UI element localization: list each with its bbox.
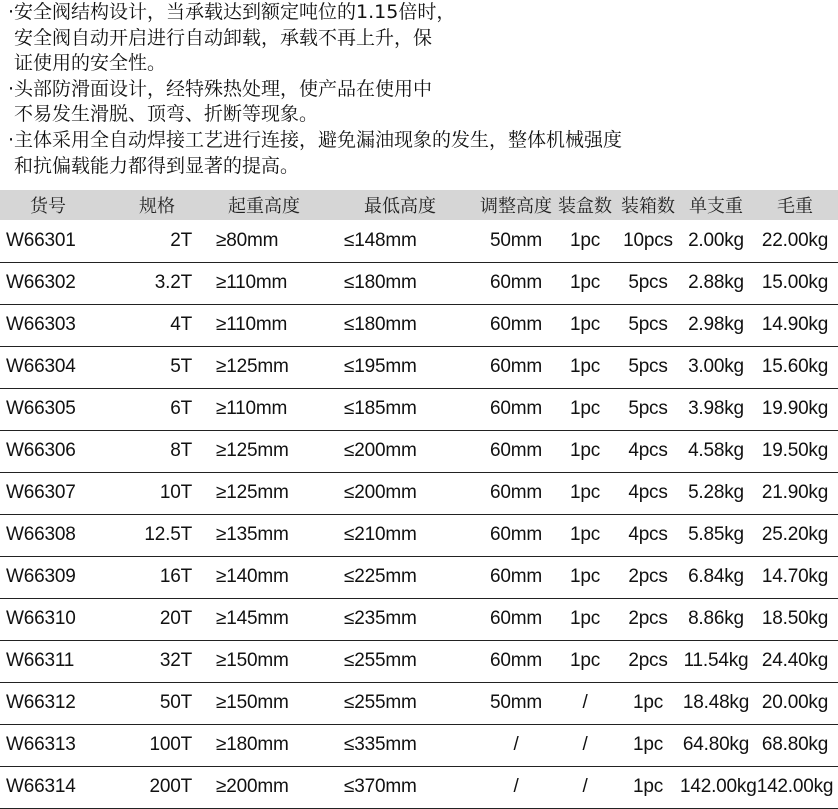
cell-lift-height: ≥125mm — [216, 356, 289, 377]
cell-min-height: ≤185mm — [344, 398, 417, 419]
cell-spec: 100T — [149, 734, 192, 755]
cell-adjust-height: 60mm — [490, 314, 542, 335]
cell-carton-qty: 4pcs — [628, 482, 668, 503]
feature-line: 安全阀自动开启进行自动卸载，承载不再上升，保 — [8, 26, 433, 49]
cell-lift-height: ≥180mm — [216, 734, 289, 755]
cell-carton-qty: 10pcs — [623, 229, 673, 251]
cell-unit-weight: 18.48kg — [682, 692, 750, 713]
cell-box-qty: 1pc — [569, 272, 601, 293]
cell-item-no: W66307 — [6, 482, 76, 503]
feature-line: ·主体采用全自动焊接工艺进行连接，避免漏油现象的发生，整体机械强度 — [8, 128, 623, 151]
cell-adjust-height: 60mm — [490, 398, 542, 419]
cell-item-no: W66304 — [6, 356, 76, 377]
cell-carton-qty: 5pcs — [628, 272, 668, 293]
cell-carton-qty: 2pcs — [628, 608, 668, 629]
cell-lift-height: ≥125mm — [216, 440, 289, 461]
table-row — [0, 304, 838, 346]
table-row — [0, 514, 838, 556]
cell-min-height: ≤255mm — [344, 692, 417, 713]
cell-spec: 200T — [149, 776, 192, 797]
table-row — [0, 682, 838, 724]
cell-min-height: ≤255mm — [344, 650, 417, 671]
cell-lift-height: ≥150mm — [216, 650, 289, 671]
header-adjust-height: 调整高度 — [480, 196, 552, 217]
cell-box-qty: 1pc — [569, 482, 601, 503]
cell-item-no: W66313 — [6, 734, 76, 755]
cell-gross-weight: 142.00kg — [756, 776, 834, 797]
cell-carton-qty: 4pcs — [628, 524, 668, 545]
cell-unit-weight: 3.00kg — [688, 356, 744, 377]
cell-item-no: W66309 — [6, 566, 76, 587]
cell-lift-height: ≥200mm — [216, 776, 289, 797]
cell-min-height: ≤225mm — [344, 566, 417, 587]
cell-unit-weight: 2.00kg — [688, 229, 744, 251]
cell-box-qty: / — [582, 734, 588, 755]
header-min-height: 最低高度 — [364, 196, 436, 217]
cell-min-height: ≤180mm — [344, 314, 417, 335]
cell-carton-qty: 5pcs — [628, 314, 668, 335]
spec-table — [0, 190, 838, 809]
cell-gross-weight: 24.40kg — [761, 650, 829, 671]
cell-unit-weight: 11.54kg — [683, 650, 749, 671]
cell-box-qty: 1pc — [569, 440, 601, 461]
cell-box-qty: 1pc — [569, 314, 601, 335]
cell-unit-weight: 3.98kg — [688, 398, 744, 419]
cell-spec: 6T — [170, 398, 192, 419]
cell-gross-weight: 20.00kg — [761, 692, 829, 713]
cell-unit-weight: 5.85kg — [688, 524, 744, 545]
header-carton-qty: 装箱数 — [621, 196, 675, 217]
cell-carton-qty: 4pcs — [628, 440, 668, 461]
cell-carton-qty: 1pc — [632, 776, 664, 797]
cell-carton-qty: 1pc — [632, 734, 664, 755]
cell-adjust-height: / — [513, 734, 519, 755]
cell-unit-weight: 5.28kg — [688, 482, 744, 503]
header-gross-weight: 毛重 — [777, 196, 813, 217]
table-row — [0, 430, 838, 472]
cell-lift-height: ≥110mm — [216, 272, 288, 293]
cell-spec: 20T — [159, 608, 192, 629]
spec-table-container — [0, 190, 834, 809]
cell-min-height: ≤335mm — [344, 734, 417, 755]
cell-adjust-height: 60mm — [490, 482, 542, 503]
cell-item-no: W66302 — [6, 272, 76, 293]
cell-adjust-height: 50mm — [490, 229, 542, 251]
cell-adjust-height: 60mm — [490, 524, 542, 545]
cell-adjust-height: 60mm — [490, 356, 542, 377]
cell-adjust-height: 60mm — [490, 440, 542, 461]
feature-list — [8, 0, 776, 179]
table-row — [0, 262, 838, 304]
cell-min-height: ≤195mm — [344, 356, 417, 377]
cell-box-qty: 1pc — [569, 566, 601, 587]
cell-min-height: ≤148mm — [344, 229, 417, 251]
cell-lift-height: ≥150mm — [216, 692, 289, 713]
table-row — [0, 598, 838, 640]
table-row — [0, 388, 838, 430]
cell-min-height: ≤200mm — [344, 440, 417, 461]
cell-unit-weight: 6.84kg — [688, 566, 744, 587]
table-row — [0, 220, 838, 262]
cell-lift-height: ≥140mm — [216, 566, 289, 587]
cell-item-no: W66305 — [6, 398, 76, 419]
cell-item-no: W66306 — [6, 440, 76, 461]
cell-spec: 5T — [170, 356, 192, 377]
cell-gross-weight: 14.70kg — [761, 566, 829, 587]
cell-box-qty: 1pc — [569, 650, 601, 671]
cell-lift-height: ≥135mm — [216, 524, 289, 545]
cell-item-no: W66314 — [6, 776, 76, 797]
cell-carton-qty: 5pcs — [628, 356, 668, 377]
cell-unit-weight: 64.80kg — [682, 734, 750, 755]
cell-unit-weight: 2.98kg — [688, 314, 744, 335]
cell-lift-height: ≥80mm — [216, 229, 279, 251]
cell-gross-weight: 68.80kg — [761, 734, 829, 755]
cell-carton-qty: 2pcs — [628, 566, 668, 587]
table-row — [0, 472, 838, 514]
cell-spec: 50T — [159, 692, 192, 713]
cell-box-qty: 1pc — [569, 356, 601, 377]
cell-box-qty: / — [582, 692, 588, 713]
cell-adjust-height: 50mm — [490, 692, 542, 713]
cell-gross-weight: 15.60kg — [761, 356, 829, 377]
cell-spec: 16T — [159, 566, 192, 587]
cell-spec: 2T — [170, 229, 192, 251]
cell-carton-qty: 1pc — [632, 692, 664, 713]
cell-box-qty: 1pc — [569, 398, 601, 419]
feature-line: 和抗偏载能力都得到显著的提高。 — [8, 154, 300, 177]
header-row — [0, 190, 838, 220]
cell-spec: 12.5T — [144, 524, 192, 545]
cell-adjust-height: 60mm — [490, 566, 542, 587]
cell-spec: 32T — [159, 650, 192, 671]
cell-carton-qty: 2pcs — [628, 650, 668, 671]
header-item-no: 货号 — [30, 196, 66, 217]
cell-lift-height: ≥125mm — [216, 482, 289, 503]
table-row — [0, 640, 838, 682]
feature-line: ·头部防滑面设计，经特殊热处理，使产品在使用中 — [8, 77, 433, 100]
cell-gross-weight: 18.50kg — [761, 608, 829, 629]
cell-item-no: W66308 — [6, 524, 76, 545]
spec-table-body — [0, 220, 838, 808]
cell-unit-weight: 4.58kg — [688, 440, 744, 461]
cell-adjust-height: 60mm — [490, 272, 542, 293]
feature-line: ·安全阀结构设计，当承载达到额定吨位的1.15倍时， — [8, 1, 456, 23]
cell-lift-height: ≥110mm — [216, 314, 288, 335]
cell-box-qty: 1pc — [569, 229, 601, 251]
cell-lift-height: ≥145mm — [216, 608, 289, 629]
cell-gross-weight: 19.50kg — [761, 440, 829, 461]
cell-min-height: ≤200mm — [344, 482, 417, 503]
header-unit-weight: 单支重 — [689, 196, 743, 217]
cell-gross-weight: 14.90kg — [761, 314, 829, 335]
feature-line: 不易发生滑脱、顶弯、折断等现象。 — [8, 103, 319, 126]
cell-min-height: ≤210mm — [344, 524, 417, 545]
cell-spec: 8T — [170, 440, 192, 461]
table-row — [0, 724, 838, 766]
cell-spec: 10T — [159, 482, 192, 503]
header-spec: 规格 — [139, 196, 175, 217]
table-row — [0, 346, 838, 388]
cell-box-qty: 1pc — [569, 608, 601, 629]
table-row — [0, 766, 838, 808]
cell-unit-weight: 2.88kg — [688, 272, 744, 293]
cell-min-height: ≤180mm — [344, 272, 417, 293]
cell-box-qty: 1pc — [569, 524, 601, 545]
cell-item-no: W66311 — [6, 650, 75, 671]
cell-item-no: W66303 — [6, 314, 76, 335]
header-lift-height: 起重高度 — [228, 196, 300, 217]
cell-gross-weight: 15.00kg — [761, 272, 829, 293]
cell-box-qty: / — [582, 776, 588, 797]
cell-carton-qty: 5pcs — [628, 398, 668, 419]
cell-spec: 3.2T — [154, 272, 192, 293]
cell-unit-weight: 8.86kg — [688, 608, 744, 629]
spec-table-header — [0, 190, 838, 220]
cell-min-height: ≤235mm — [344, 608, 417, 629]
cell-gross-weight: 25.20kg — [761, 524, 829, 545]
cell-adjust-height: 60mm — [490, 650, 542, 671]
header-box-qty: 装盒数 — [558, 196, 612, 217]
cell-adjust-height: 60mm — [490, 608, 542, 629]
cell-item-no: W66310 — [6, 608, 76, 629]
cell-adjust-height: / — [513, 776, 519, 797]
cell-item-no: W66301 — [6, 229, 76, 251]
cell-item-no: W66312 — [6, 692, 76, 713]
table-row — [0, 556, 838, 598]
cell-gross-weight: 21.90kg — [761, 482, 829, 503]
cell-unit-weight: 142.00kg — [680, 776, 757, 797]
cell-gross-weight: 22.00kg — [761, 229, 829, 251]
cell-spec: 4T — [170, 314, 192, 335]
cell-lift-height: ≥110mm — [216, 398, 288, 419]
feature-line: 证使用的安全性。 — [8, 52, 167, 75]
cell-min-height: ≤370mm — [344, 776, 417, 797]
cell-gross-weight: 19.90kg — [761, 398, 829, 419]
